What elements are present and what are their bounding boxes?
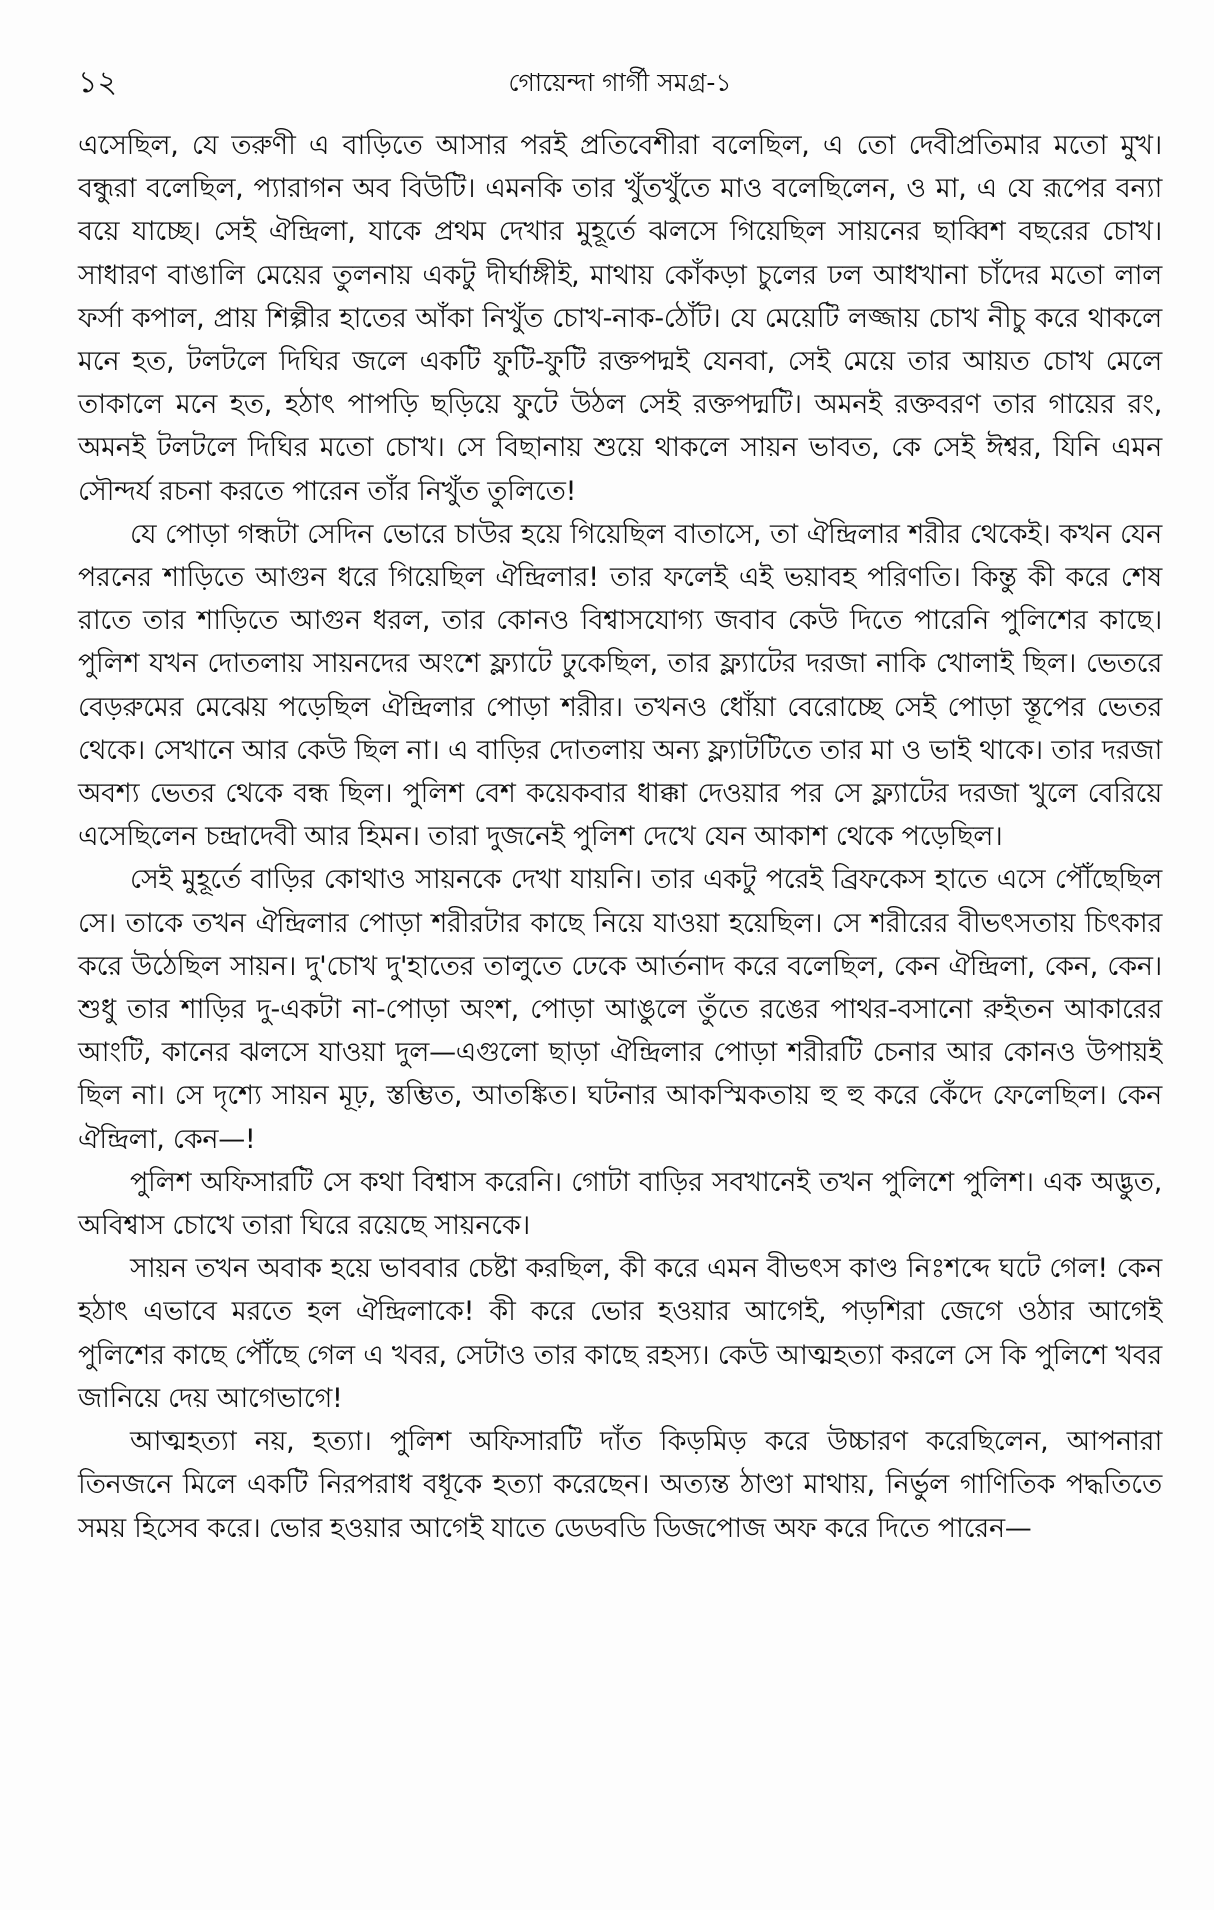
paragraph-4: পুলিশ অফিসারটি সে কথা বিশ্বাস করেনি। গোটা বাড়ির সবখানেই তখন পুলিশে পুলিশ। এক অদ্ভুত, অবিশ্বাস চোখে তারা ঘিরে রয়েছে সায়নকে। xyxy=(78,1166,1162,1242)
page-number: ১২ xyxy=(78,65,117,100)
book-title: গোয়েন্দা গার্গী সমগ্র-১ xyxy=(508,68,732,97)
paragraph-3: সেই মুহূর্তে বাড়ির কোথাও সায়নকে দেখা যায়নি। তার একটু পরেই ব্রিফকেস হাতে এসে পৌঁছেছিল সে। তাকে তখন ঐন্দ্রিলার পোড়া শরীরটার কাছে নিয়ে যাওয়া হয়েছিল। সে শরীরের বীভৎসতায় চিৎকার করে উঠেছিল সায়ন। দু'চোখ দু'হাতের তালুতে ঢেকে আর্তনাদ করে বলেছিল, কেন ঐন্দ্রিলা, কেন, কেন। শুধু তার শাড়ির দু-একটা না-পোড়া অংশ, পোড়া আঙুলে তুঁতে রঙের পাথর-বসানো রুইতন আকারের আংটি, কানের ঝলসে যাওয়া দুল—এগুলো ছাড়া ঐন্দ্রিলার পোড়া শরীরটি চেনার আর কোনও উপায়ই ছিল না। সে দৃশ্যে সায়ন মূঢ়, স্তম্ভিত, আতঙ্কিত। ঘটনার আকস্মিকতায় হু হু করে কেঁদে ফেলেছিল। কেন ঐন্দ্রিলা, কেন—! xyxy=(78,864,1162,1155)
body-text xyxy=(78,124,1162,1550)
running-header xyxy=(78,58,1162,108)
paragraph-5: সায়ন তখন অবাক হয়ে ভাববার চেষ্টা করছিল, কী করে এমন বীভৎস কাণ্ড নিঃশব্দে ঘটে গেল! কেন হঠাৎ এভাবে মরতে হল ঐন্দ্রিলাকে! কী করে ভোর হওয়ার আগেই, পড়শিরা জেগে ওঠার আগেই পুলিশের কাছে পৌঁছে গেল এ খবর, সেটাও তার কাছে রহস্য। কেউ আত্মহত্যা করলে সে কি পুলিশে খবর জানিয়ে দেয় আগেভাগে! xyxy=(78,1253,1162,1414)
paragraph-1: এসেছিল, যে তরুণী এ বাড়িতে আসার পরই প্রতিবেশীরা বলেছিল, এ তো দেবীপ্রতিমার মতো মুখ। বন্ধুরা বলেছিল, প্যারাগন অব বিউটি। এমনকি তার খুঁতখুঁতে মাও বলেছিলেন, ও মা, এ যে রূপের বন্যা বয়ে যাচ্ছে। সেই ঐন্দ্রিলা, যাকে প্রথম দেখার মুহূর্তে ঝলসে গিয়েছিল সায়নের ছাব্বিশ বছরের চোখ। সাধারণ বাঙালি মেয়ের তুলনায় একটু দীর্ঘাঙ্গীই, মাথায় কোঁকড়া চুলের ঢল আধখানা চাঁদের মতো লাল ফর্সা কপাল, প্রায় শিল্পীর হাতের আঁকা নিখুঁত চোখ-নাক-ঠোঁট। যে মেয়েটি লজ্জায় চোখ নীচু করে থাকলে মনে হত, টলটলে দিঘির জলে একটি ফুটি-ফুটি রক্তপদ্মই যেনবা, সেই মেয়ে তার আয়ত চোখ মেলে তাকালে মনে হত, হঠাৎ পাপড়ি ছড়িয়ে ফুটে উঠল সেই রক্তপদ্মটি। অমনই রক্তবরণ তার গায়ের রং, অমনই টলটলে দিঘির মতো চোখ। সে বিছানায় শুয়ে থাকলে সায়ন ভাবত, কে সেই ঈশ্বর, যিনি এমন সৌন্দর্য রচনা করতে পারেন তাঁর নিখুঁত তুলিতে! xyxy=(78,130,1162,507)
paragraph-6: আত্মহত্যা নয়, হত্যা। পুলিশ অফিসারটি দাঁত কিড়মিড় করে উচ্চারণ করেছিলেন, আপনারা তিনজনে মিলে একটি নিরপরাধ বধূকে হত্যা করেছেন। অত্যন্ত ঠাণ্ডা মাথায়, নির্ভুল গাণিতিক পদ্ধতিতে সময় হিসেব করে। ভোর হওয়ার আগেই যাতে ডেডবডি ডিজপোজ অফ করে দিতে পারেন— xyxy=(78,1426,1162,1544)
paragraph-2: যে পোড়া গন্ধটা সেদিন ভোরে চাউর হয়ে গিয়েছিল বাতাসে, তা ঐন্দ্রিলার শরীর থেকেই। কখন যেন পরনের শাড়িতে আগুন ধরে গিয়েছিল ঐন্দ্রিলার! তার ফলেই এই ভয়াবহ পরিণতি। কিন্তু কী করে শেষ রাতে তার শাড়িতে আগুন ধরল, তার কোনও বিশ্বাসযোগ্য জবাব কেউ দিতে পারেনি পুলিশের কাছে। পুলিশ যখন দোতলায় সায়নদের অংশে ফ্ল্যাটে ঢুকেছিল, তার ফ্ল্যাটের দরজা নাকি খোলাই ছিল। ভেতরে বেড়রুমের মেঝেয় পড়েছিল ঐন্দ্রিলার পোড়া শরীর। তখনও ধোঁয়া বেরোচ্ছে সেই পোড়া স্তূপের ভেতর থেকে। সেখানে আর কেউ ছিল না। এ বাড়ির দোতলায় অন্য ফ্ল্যাটটিতে তার মা ও ভাই থাকে। তার দরজা অবশ্য ভেতর থেকে বন্ধ ছিল। পুলিশ বেশ কয়েকবার ধাক্কা দেওয়ার পর সে ফ্ল্যাটের দরজা খুলে বেরিয়ে এসেছিলেন চন্দ্রাদেবী আর হিমন। তারা দুজনেই পুলিশ দেখে যেন আকাশ থেকে পড়েছিল। xyxy=(78,518,1162,853)
